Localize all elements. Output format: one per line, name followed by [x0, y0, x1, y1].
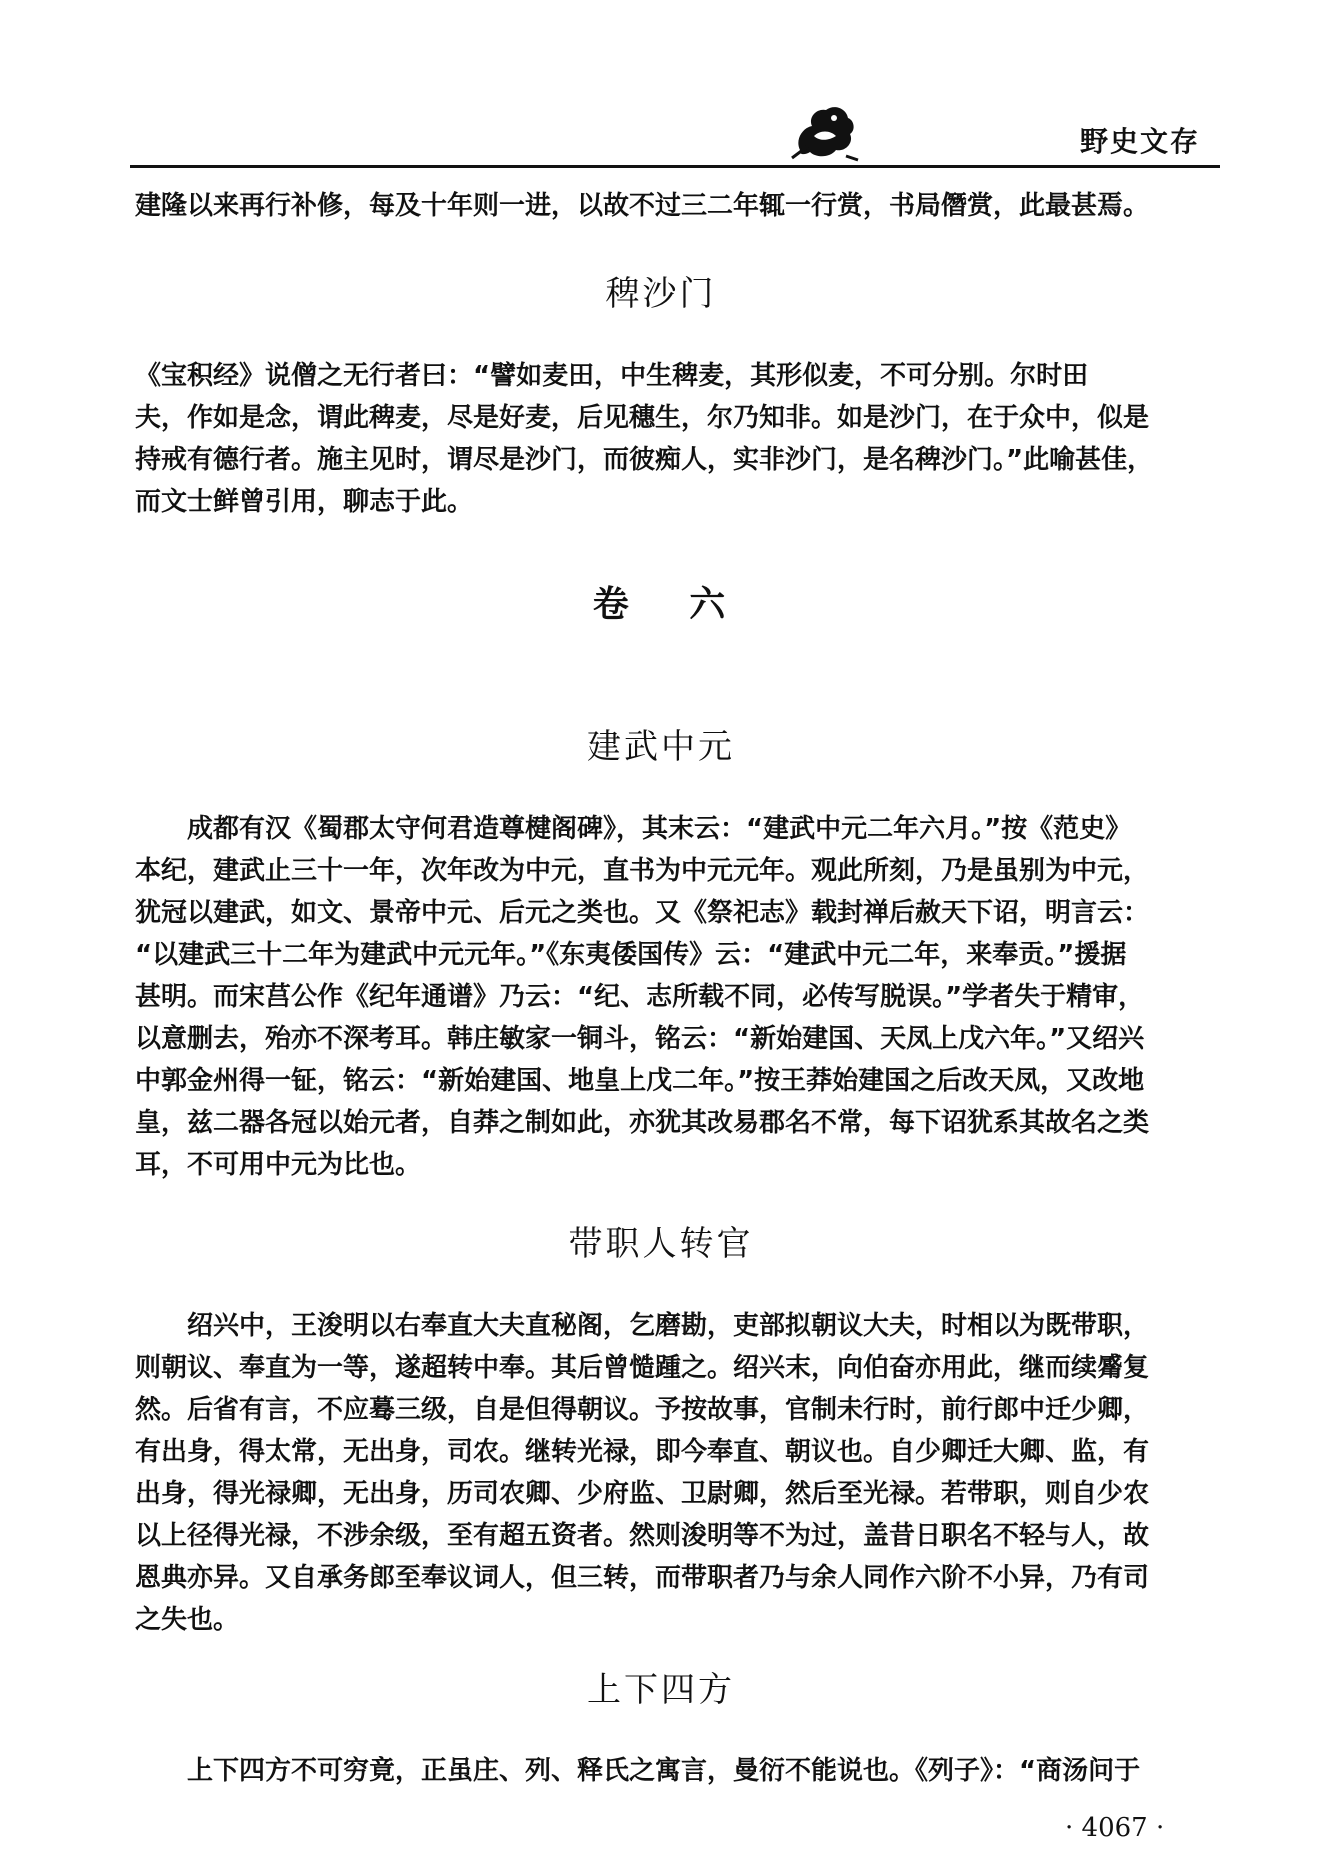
section-paragraph-baishamen: [135, 355, 1220, 523]
page-number: · 4067 ·: [1065, 1813, 1165, 1843]
text-line: 之失也。: [135, 1605, 240, 1635]
text-line: 上下四方不可穷竟，正虽庄、列、释氏之寓言，曼衍不能说也。《列子》：“商汤问于: [135, 1756, 1141, 1786]
text-line: 成都有汉《蜀郡太守何君造尊楗阁碑》，其末云：“建武中元二年六月。”按《范史》: [135, 814, 1132, 844]
text-line: 有出身，得太常，无出身，司农。继转光禄，即今奉直、朝议也。自少卿迁大卿、监，有: [135, 1437, 1150, 1467]
text-line: 犹冠以建武，如文、景帝中元、后元之类也。又《祭祀志》载封禅后赦天下诏，明言云：: [135, 898, 1150, 928]
section-paragraph-daizhi: [135, 1305, 1220, 1641]
section-paragraph-jianwu: [135, 808, 1220, 1186]
continuation-paragraph: [135, 185, 1220, 227]
text-line: 本纪，建武止三十一年，次年改为中元，直书为中元元年。观此所刻，乃是虽别为中元，: [135, 856, 1150, 886]
running-header-title: 野史文存: [1080, 125, 1201, 158]
text-line: 以上径得光禄，不涉余级，至有超五资者。然则浚明等不为过，盖昔日职名不轻与人，故: [135, 1521, 1150, 1551]
text-line: 恩典亦异。又自承务郎至奉议词人，但三转，而带职者乃与余人同作六阶不小异，乃有司: [135, 1563, 1150, 1593]
section-heading-baishamen: 稗沙门: [605, 274, 717, 314]
text-line: 中郭金州得一钲，铭云：“新始建国、地皇上戊二年。”按王莽始建国之后改天凤，又改地: [135, 1066, 1145, 1096]
text-line: “以建武三十二年为建武中元元年。”《东夷倭国传》云：“建武中元二年，来奉贡。”援据: [135, 940, 1127, 970]
chapter-heading: 卷 六: [592, 584, 730, 625]
text-line: 建隆以来再行补修，每及十年则一进，以故不过三二年辄一行赏，书局僭赏，此最甚焉。: [135, 191, 1150, 221]
text-line: 耳，不可用中元为比也。: [135, 1150, 422, 1180]
section-heading-shangxia: 上下四方: [587, 1670, 735, 1710]
section-heading-jianwu: 建武中元: [587, 727, 735, 767]
text-line: 绍兴中，王浚明以右奉直大夫直秘阁，乞磨勘，吏部拟朝议大夫，时相以为既带职，: [135, 1311, 1150, 1341]
text-line: 《宝积经》说僧之无行者曰：“譬如麦田，中生稗麦，其形似麦，不可分别。尔时田: [135, 361, 1089, 391]
text-line: 则朝议、奉直为一等，遂超转中奉。其后曾慥踵之。绍兴末，向伯奋亦用此，继而续觱复: [135, 1353, 1150, 1383]
text-line: 夫，作如是念，谓此稗麦，尽是好麦，后见穗生，尔乃知非。如是沙门，在于众中，似是: [135, 403, 1150, 433]
text-line: 甚明。而宋莒公作《纪年通谱》乃云：“纪、志所载不同，必传写脱误。”学者失于精审，: [135, 982, 1145, 1012]
dragon-emblem-icon: [790, 100, 860, 162]
header-rule: [130, 165, 1220, 168]
text-line: 然。后省有言，不应蓦三级，自是但得朝议。予按故事，官制未行时，前行郎中迁少卿，: [135, 1395, 1150, 1425]
text-line: 出身，得光禄卿，无出身，历司农卿、少府监、卫尉卿，然后至光禄。若带职，则自少农: [135, 1479, 1150, 1509]
text-line: 而文士鲜曾引用，聊志于此。: [135, 487, 474, 517]
section-paragraph-shangxia: [135, 1750, 1220, 1792]
text-line: 以意删去，殆亦不深考耳。韩庄敏家一铜斗，铭云：“新始建国、天凤上戊六年。”又绍兴: [135, 1024, 1145, 1054]
text-line: 皇，兹二器各冠以始元者，自莽之制如此，亦犹其改易郡名不常，每下诏犹系其故名之类: [135, 1108, 1150, 1138]
text-line: 持戒有德行者。施主见时，谓尽是沙门，而彼痴人，实非沙门，是名稗沙门。”此喻甚佳，: [135, 445, 1154, 475]
section-heading-daizhi: 带职人转官: [568, 1224, 754, 1264]
